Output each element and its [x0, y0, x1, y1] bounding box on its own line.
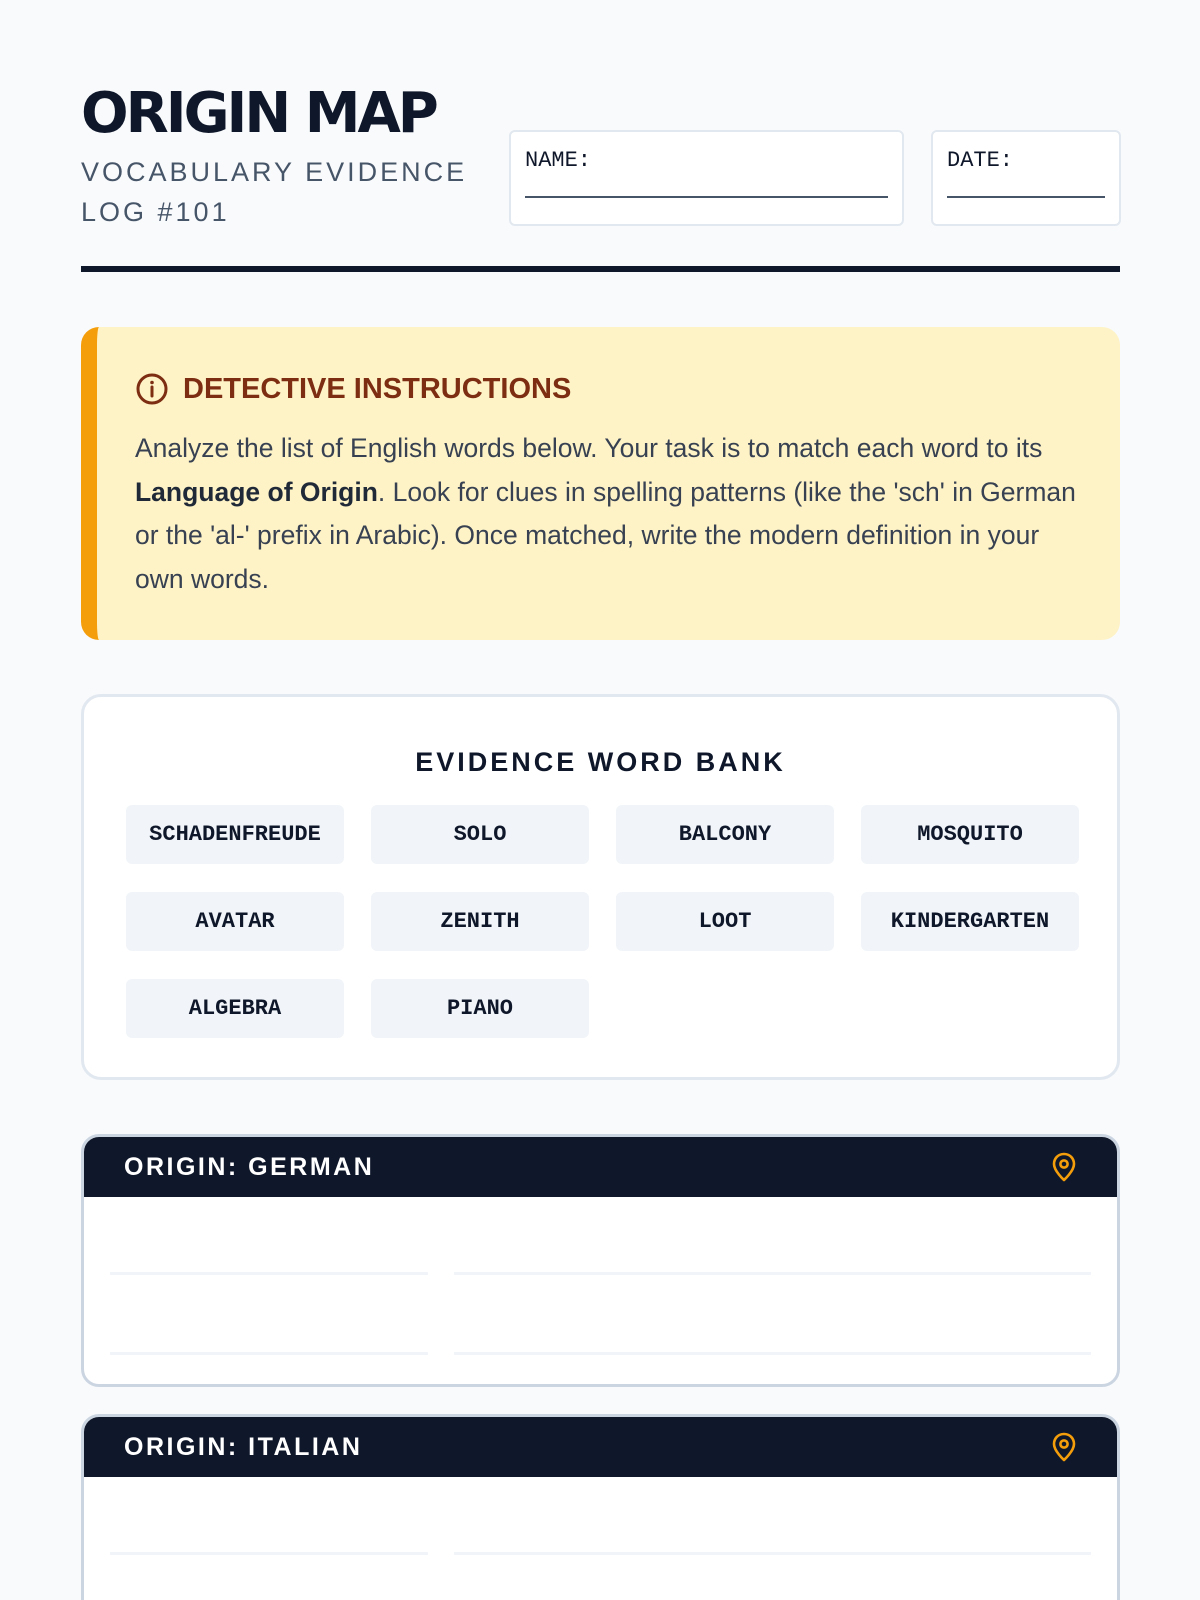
definition-answer-line[interactable]	[454, 1552, 1091, 1555]
instructions-heading: DETECTIVE INSTRUCTIONS	[183, 373, 572, 405]
word-chip[interactable]: SCHADENFREUDE	[126, 805, 344, 864]
word-chip[interactable]: BALCONY	[616, 805, 834, 864]
word-chip[interactable]: MOSQUITO	[861, 805, 1079, 864]
map-pin-icon	[1051, 1432, 1077, 1462]
origin-header	[84, 1417, 1117, 1477]
name-write-line	[525, 196, 888, 198]
definition-answer-line[interactable]	[454, 1352, 1091, 1355]
worksheet-header	[81, 81, 1120, 272]
name-label: NAME:	[525, 148, 592, 173]
instructions-emphasis: Language of Origin	[135, 476, 378, 507]
entry-row[interactable]	[110, 1552, 1091, 1555]
word-bank-card	[81, 694, 1120, 1080]
word-chip[interactable]: ALGEBRA	[126, 979, 344, 1038]
map-pin-icon	[1051, 1152, 1077, 1182]
word-answer-line[interactable]	[110, 1272, 428, 1275]
word-chip[interactable]: KINDERGARTEN	[861, 892, 1079, 951]
word-chip[interactable]: AVATAR	[126, 892, 344, 951]
date-write-line	[947, 196, 1105, 198]
word-chip[interactable]: ZENITH	[371, 892, 589, 951]
word-answer-line[interactable]	[110, 1552, 428, 1555]
word-chip[interactable]: PIANO	[371, 979, 589, 1038]
instructions-text-end: . Look for clues in spelling patterns (like the 'sch' in German or the 'al-' prefix in Arabic). Once matched, write the modern definition in your own words.	[135, 476, 1076, 594]
title-block	[81, 81, 471, 232]
instructions-body	[135, 427, 1082, 601]
name-field[interactable]	[509, 130, 904, 226]
instructions-heading-row	[135, 369, 1082, 409]
instructions-text-start: Analyze the list of English words below. Your task is to match each word to its	[135, 433, 1043, 463]
entry-row[interactable]	[110, 1352, 1091, 1355]
word-chip[interactable]: SOLO	[371, 805, 589, 864]
word-bank-grid	[126, 805, 1082, 1038]
date-field[interactable]	[931, 130, 1121, 226]
page-title: ORIGIN MAP	[81, 81, 436, 146]
header-divider	[81, 266, 1120, 272]
origin-title: ORIGIN: ITALIAN	[124, 1432, 363, 1461]
word-answer-line[interactable]	[110, 1352, 428, 1355]
page-subtitle: VOCABULARY EVIDENCE LOG #101	[81, 157, 468, 227]
origin-section-german	[81, 1134, 1120, 1387]
word-chip[interactable]: LOOT	[616, 892, 834, 951]
instructions-panel	[81, 327, 1120, 640]
info-icon	[135, 372, 169, 406]
definition-answer-line[interactable]	[454, 1272, 1091, 1275]
word-bank-title: EVIDENCE WORD BANK	[415, 747, 786, 777]
date-label: DATE:	[947, 148, 1014, 173]
origin-header	[84, 1137, 1117, 1197]
entry-row[interactable]	[110, 1272, 1091, 1275]
origin-title: ORIGIN: GERMAN	[124, 1152, 375, 1181]
origin-section-italian	[81, 1414, 1120, 1600]
